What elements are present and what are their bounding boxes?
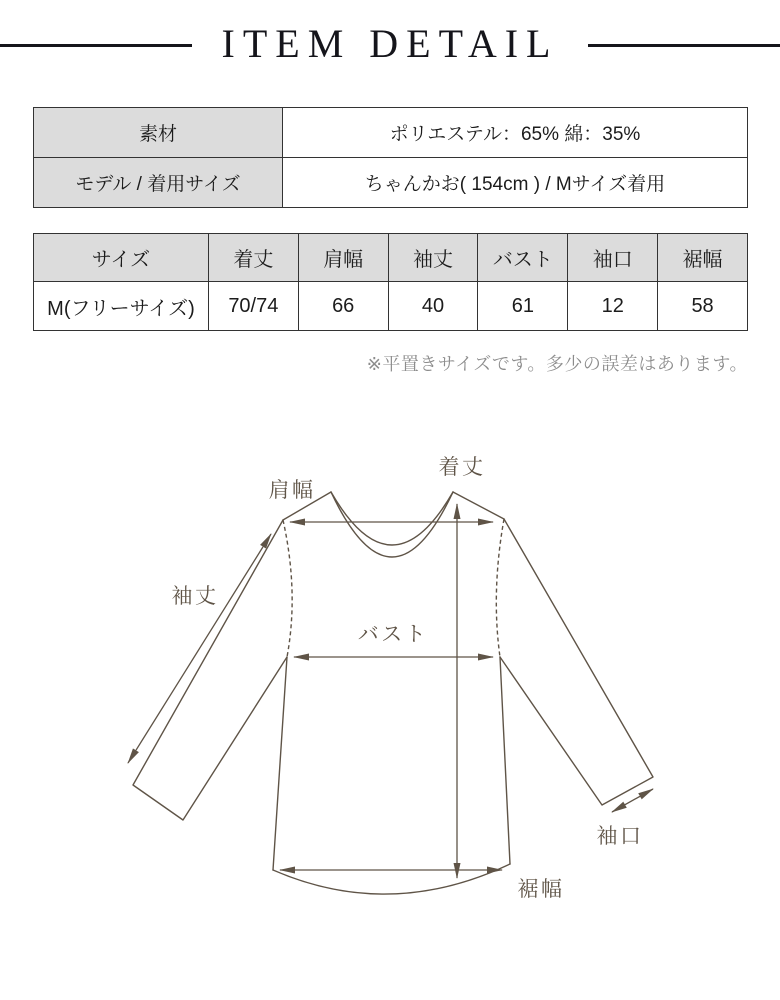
size-table-header-row bbox=[34, 234, 748, 282]
cuff-arrow bbox=[612, 789, 653, 812]
size-header-cuff: 袖口 bbox=[568, 234, 658, 282]
label-bust: バスト bbox=[357, 623, 429, 646]
title-rule-right bbox=[588, 44, 780, 47]
info-label-material: 素材 bbox=[34, 108, 283, 158]
size-cell-size: M(フリーサイズ) bbox=[34, 282, 209, 331]
title-section bbox=[0, 0, 780, 90]
size-cell-sleeve: 40 bbox=[388, 282, 478, 331]
size-header-shoulder: 肩幅 bbox=[298, 234, 388, 282]
info-value-model: ちゃんかお( 154cm ) / Mサイズ着用 bbox=[283, 158, 748, 208]
info-value-material: ポリエステル：65% 綿：35% bbox=[283, 108, 748, 158]
info-row-material bbox=[34, 108, 748, 158]
diagram-labels bbox=[172, 456, 644, 901]
size-table bbox=[33, 233, 748, 331]
size-note: ※平置きサイズです。多少の誤差はあります。 bbox=[366, 354, 748, 374]
info-table bbox=[33, 107, 748, 208]
label-hem-width: 裾幅 bbox=[517, 878, 565, 901]
size-header-hem: 裾幅 bbox=[658, 234, 748, 282]
size-cell-hem: 58 bbox=[658, 282, 748, 331]
page-title: ITEM DETAIL bbox=[221, 21, 559, 66]
label-sleeve-length: 袖丈 bbox=[171, 585, 219, 608]
measurement-arrows bbox=[128, 504, 653, 878]
garment-outline bbox=[133, 492, 653, 894]
info-row-model bbox=[34, 158, 748, 208]
size-header-size: サイズ bbox=[34, 234, 209, 282]
sleeve-length-arrow bbox=[128, 534, 271, 763]
size-header-length: 着丈 bbox=[208, 234, 298, 282]
size-header-bust: バスト bbox=[478, 234, 568, 282]
label-cuff: 袖口 bbox=[596, 825, 644, 848]
info-label-model: モデル / 着用サイズ bbox=[34, 158, 283, 208]
size-cell-length: 70/74 bbox=[208, 282, 298, 331]
label-body-length: 着丈 bbox=[438, 456, 486, 479]
size-header-sleeve: 袖丈 bbox=[388, 234, 478, 282]
measurement-diagram bbox=[0, 430, 780, 1000]
label-shoulder-width: 肩幅 bbox=[268, 479, 316, 502]
size-cell-cuff: 12 bbox=[568, 282, 658, 331]
size-table-data-row bbox=[34, 282, 748, 331]
size-cell-bust: 61 bbox=[478, 282, 568, 331]
size-cell-shoulder: 66 bbox=[298, 282, 388, 331]
